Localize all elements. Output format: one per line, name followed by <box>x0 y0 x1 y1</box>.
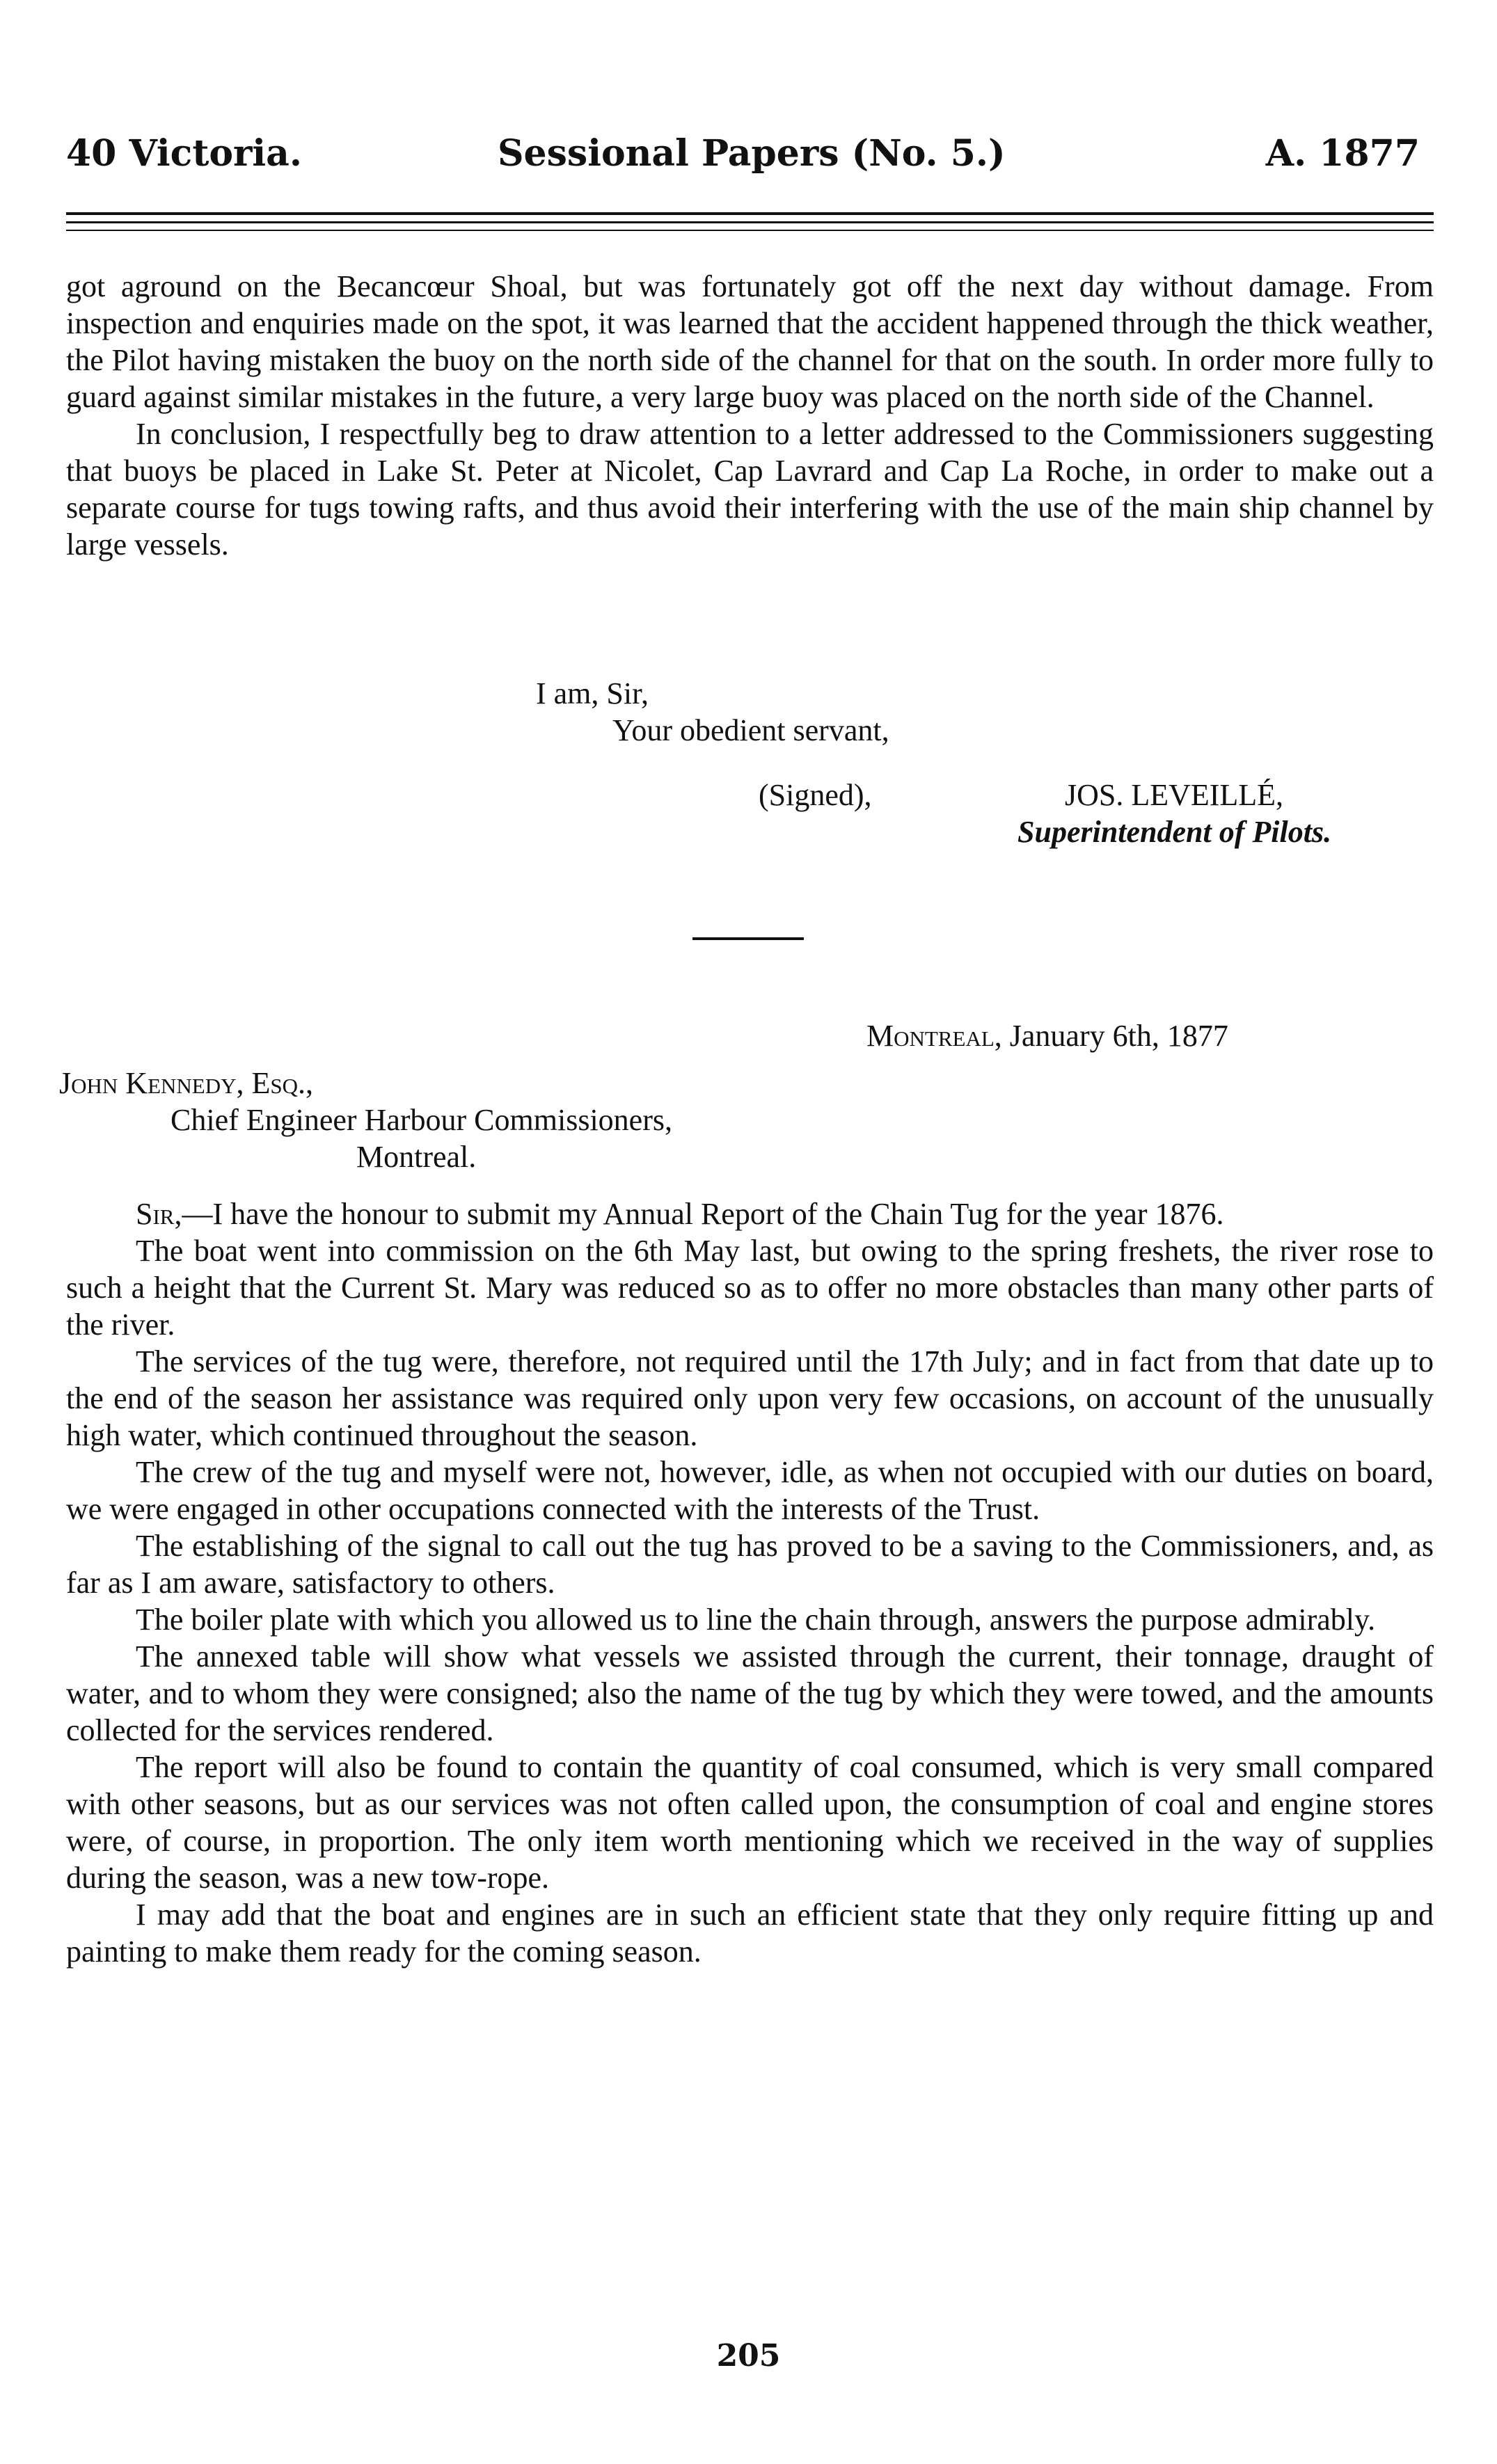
running-header <box>66 132 1430 188</box>
paragraph: I may add that the boat and engines are in such an efficient state that they only require fitting up and painting to make them ready for the coming season. <box>66 1898 1434 1969</box>
header-rule <box>66 212 1434 215</box>
salutation: Sir, <box>136 1197 182 1231</box>
header-regnal-year: 40 Victoria. <box>66 132 302 175</box>
paragraph: got aground on the Becancœur Shoal, but was fortunately got off the next day without damage. From inspection and enquiries made on the spot, it was learned that the accident happened through the thick weather, the Pilot having mistaken the buoy on the north side of the channel for that on the south. In order more fully to guard against similar mistakes in the future, a very large buoy was placed on the north side of the Channel. <box>66 269 1434 414</box>
letter1-signed: (Signed), <box>759 778 872 812</box>
paragraph: The annexed table will show what vessels we assisted through the current, their tonnage, draught of water, and to whom they were consigned; also the name of the tug by which they were towed, and the amounts collected for the services rendered. <box>66 1639 1434 1747</box>
paragraph: The crew of the tug and myself were not, however, idle, as when not occupied with our duties on board, we were engaged in other occupations connected with the interests of the Trust. <box>66 1455 1434 1526</box>
page-number: 205 <box>716 2338 781 2374</box>
letter2-addressee-title: Chief Engineer Harbour Commissioners, <box>171 1103 672 1137</box>
addressee-last-name: Kennedy, Esq., <box>125 1066 313 1100</box>
header-title: Sessional Papers (No. 5.) <box>498 132 1006 175</box>
letter1-closing: I am, Sir, <box>536 676 649 710</box>
letter2-body <box>66 1195 1434 1970</box>
addressee-first-name: John <box>59 1066 118 1100</box>
header-year: A. 1877 <box>1265 132 1420 175</box>
header-rule <box>66 221 1434 223</box>
dateline-place: Montreal, <box>866 1019 1002 1053</box>
header-rule <box>66 230 1434 231</box>
letter2-dateline <box>866 1017 1228 1054</box>
paragraph-text: —I have the honour to submit my Annual Report of the Chain Tug for the year 1876. <box>182 1197 1224 1231</box>
paragraph: The boat went into commission on the 6th May last, but owing to the spring freshets, the river rose to such a height that the Current St. Mary was reduced so as to offer no more obstacles than many other parts of the river. <box>66 1234 1434 1342</box>
letter1-body <box>66 268 1434 563</box>
letter1-signatory-title: Superintendent of Pilots. <box>1017 815 1332 849</box>
letter2-addressee-name <box>59 1065 313 1102</box>
letter2-addressee-city: Montreal. <box>356 1140 477 1174</box>
paragraph: In conclusion, I respectfully beg to draw attention to a letter addressed to the Commissioners suggesting that buoys be placed in Lake St. Peter at Nicolet, Cap Lavrard and Cap La Roche, in order to make out a separate course for tugs towing rafts, and thus avoid their interfering with the use of the main ship channel by large vessels. <box>66 417 1434 562</box>
section-divider <box>692 937 804 940</box>
paragraph <box>66 1195 1434 1232</box>
paragraph: The services of the tug were, therefore, not required until the 17th July; and in fact from that date up to the end of the season her assistance was required only upon very few occasions, on account of the unusually high water, which continued throughout the season. <box>66 1344 1434 1452</box>
letter1-valediction: Your obedient servant, <box>612 713 889 747</box>
letter1-signatory: JOS. LEVEILLÉ, <box>1065 778 1284 812</box>
paragraph: The establishing of the signal to call out the tug has proved to be a saving to the Commissioners, and, as far as I am aware, satisfactory to others. <box>66 1529 1434 1600</box>
dateline-date: January 6th, 1877 <box>1009 1019 1228 1053</box>
paragraph: The report will also be found to contain the quantity of coal consumed, which is very small compared with other seasons, but as our services was not often called upon, the consumption of coal and engine stores were, of course, in proportion. The only item worth mentioning which we received in the way of supplies during the season, was a new tow-rope. <box>66 1750 1434 1895</box>
paragraph: The boiler plate with which you allowed us to line the chain through, answers the purpose admirably. <box>136 1603 1376 1637</box>
